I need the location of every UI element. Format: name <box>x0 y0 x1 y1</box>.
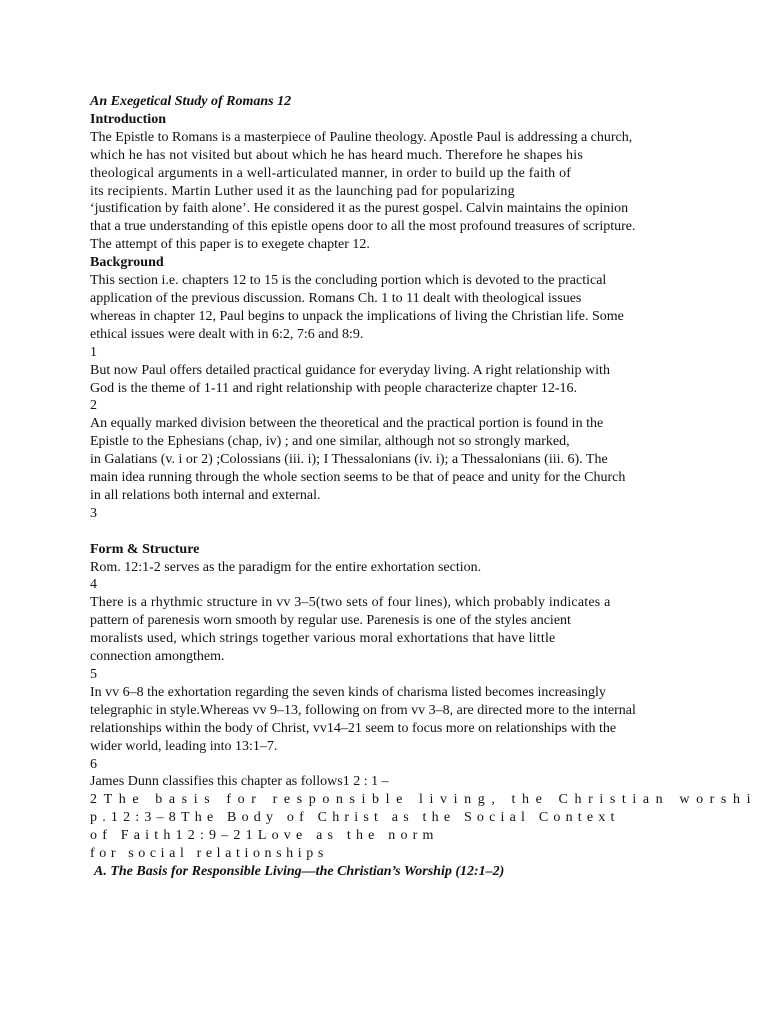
form-structure-heading: Form & Structure <box>90 541 200 557</box>
footnote-marker: 2 <box>90 398 97 414</box>
background-line: This section i.e. chapters 12 to 15 is the concluding portion which is devoted to the practical <box>90 273 607 289</box>
background-line: in Galatians (v. i or 2) ;Colossians (iii. i); I Thessalonians (iv. i); a Thessalonians (iii. 6). The <box>90 452 608 468</box>
form-line: In vv 6–8 the exhortation regarding the seven kinds of charisma listed becomes increasingly <box>90 684 606 700</box>
footnote-marker: 6 <box>90 756 97 772</box>
form-line: telegraphic in style.Whereas vv 9–13, following on from vv 3–8, are directed more to the internal <box>90 702 636 718</box>
form-line: connection amongthem. <box>90 649 225 665</box>
intro-line: its recipients. Martin Luther used it as the launching pad for popularizing <box>90 183 515 199</box>
footnote-marker: 1 <box>90 344 97 360</box>
form-line: Rom. 12:1-2 serves as the paradigm for the entire exhortation section. <box>90 559 482 575</box>
outline-line: for social relationships <box>90 846 328 862</box>
footnote-marker: 5 <box>90 666 97 682</box>
background-line: in all relations both internal and external. <box>90 487 321 503</box>
background-line: But now Paul offers detailed practical guidance for everyday living. A right relationship with <box>90 362 610 378</box>
intro-line: which he has not visited but about which he has heard much. Therefore he shapes his <box>90 147 583 163</box>
background-heading: Background <box>90 255 164 271</box>
background-line: An equally marked division between the theoretical and the practical portion is found in the <box>90 416 604 432</box>
document-title: An Exegetical Study of Romans 12 <box>90 94 292 109</box>
document-page <box>90 93 758 881</box>
background-line: ethical issues were dealt with in 6:2, 7:6 and 8:9. <box>90 326 364 342</box>
form-line: There is a rhythmic structure in vv 3–5(two sets of four lines), which probably indicates a <box>90 595 611 611</box>
intro-line: The Epistle to Romans is a masterpiece of Pauline theology. Apostle Paul is addressing a church, <box>90 129 633 145</box>
form-line: relationships within the body of Christ, vv14–21 seem to focus more on relationships with the <box>90 720 617 736</box>
footnote-marker: 3 <box>90 505 97 521</box>
intro-line: ‘justification by faith alone’. He considered it as the purest gospel. Calvin maintains the opinion <box>90 201 629 217</box>
section-a-subheading: A. The Basis for Responsible Living—the Christian’s Worship (12:1–2) <box>94 863 505 879</box>
background-line: whereas in chapter 12, Paul begins to unpack the implications of living the Christian life. Some <box>90 308 624 324</box>
form-line: moralists used, which strings together various moral exhortations that have little <box>90 631 556 647</box>
footnote-marker: 4 <box>90 577 97 593</box>
outline-line: of Faith12:9–21Love as the norm <box>90 828 439 844</box>
dunn-line: James Dunn classifies this chapter as follows1 2 : 1 – <box>90 774 389 790</box>
background-line: God is the theme of 1-11 and right relationship with people characterize chapter 12-16. <box>90 380 577 396</box>
form-line: wider world, leading into 13:1–7. <box>90 738 278 754</box>
form-line: pattern of parenesis worn smooth by regular use. Parenesis is one of the styles ancient <box>90 613 571 629</box>
background-line: main idea running through the whole section seems to be that of peace and unity for the Church <box>90 470 626 486</box>
outline-line: p.12:3–8The Body of Christ as the Social Context <box>90 810 620 826</box>
intro-line: theological arguments in a well-articulated manner, in order to build up the faith of <box>90 165 572 181</box>
outline-line: 2The basis for responsible living, the Christian worshi <box>90 792 758 808</box>
blank-line <box>90 523 690 541</box>
background-line: Epistle to the Ephesians (chap, iv) ; and one similar, although not so strongly marked, <box>90 434 570 450</box>
intro-line: that a true understanding of this epistle opens door to all the most profound treasures of scripture. <box>90 219 636 235</box>
intro-line: The attempt of this paper is to exegete chapter 12. <box>90 237 370 253</box>
background-line: application of the previous discussion. Romans Ch. 1 to 11 dealt with theological issues <box>90 290 582 306</box>
introduction-heading: Introduction <box>90 111 166 127</box>
